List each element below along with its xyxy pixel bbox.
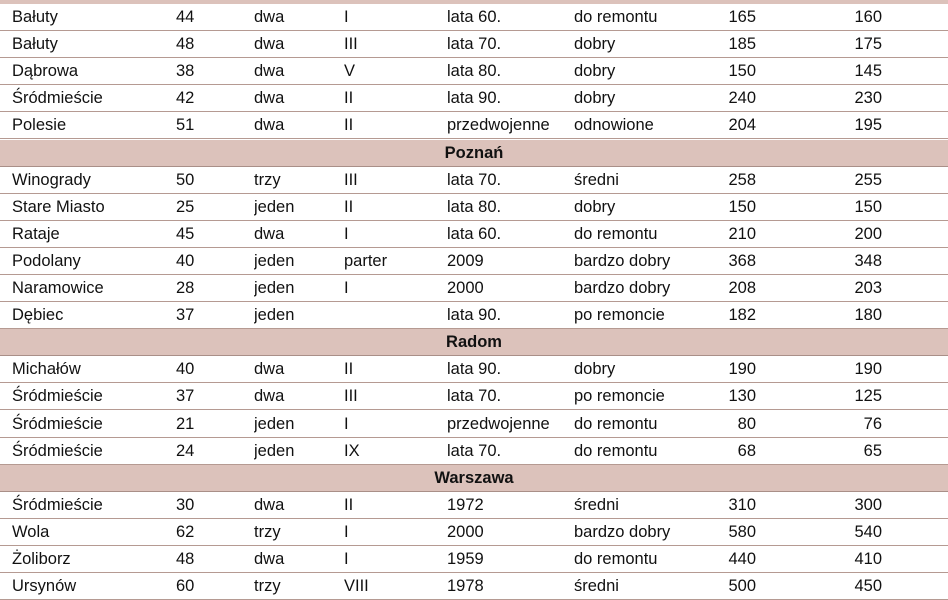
floor-cell: II (344, 495, 354, 514)
final-price-cell: 175 (854, 35, 882, 54)
area-cell: 50 (176, 170, 195, 189)
floor-cell: I (344, 8, 349, 26)
condition-cell: dobry (574, 89, 616, 108)
build-year-cell: lata 70. (447, 170, 502, 189)
area-cell: 40 (176, 360, 195, 379)
area-cell: 40 (176, 251, 195, 270)
floor-cell (344, 302, 434, 328)
asking-price-cell: 368 (728, 251, 756, 270)
build-year-cell: lata 60. (447, 8, 502, 26)
table-row (0, 167, 948, 194)
district-cell: Bałuty (12, 35, 58, 54)
final-price-cell: 145 (854, 62, 882, 81)
floor-cell: VIII (344, 577, 369, 596)
final-price-cell: 255 (854, 170, 882, 189)
condition-cell: dobry (574, 360, 616, 379)
district-cell: Żoliborz (12, 550, 71, 568)
floor-cell: II (344, 197, 354, 216)
table-row (0, 221, 948, 248)
build-year-cell: 2009 (447, 251, 484, 270)
table-row (0, 356, 948, 383)
area-cell: 48 (176, 550, 195, 568)
condition-cell: średni (574, 577, 619, 596)
district-cell: Śródmieście (12, 89, 103, 108)
asking-price-cell: 310 (728, 495, 756, 514)
table-row (0, 4, 948, 31)
condition-cell: po remoncie (574, 387, 665, 406)
asking-price-cell: 580 (728, 522, 756, 541)
final-price-cell: 125 (854, 387, 882, 406)
city-section-header (0, 329, 948, 356)
asking-price-cell: 68 (737, 441, 756, 460)
condition-cell: bardzo dobry (574, 251, 671, 270)
area-cell: 30 (176, 495, 195, 514)
floor-cell: IX (344, 441, 360, 460)
floor-cell: I (344, 279, 349, 297)
city-section-header (0, 465, 948, 492)
rooms-cell: trzy (254, 522, 281, 541)
rooms-cell: jeden (254, 414, 295, 433)
district-cell: Stare Miasto (12, 197, 105, 216)
rooms-cell: dwa (254, 550, 285, 568)
build-year-cell: 1978 (447, 577, 484, 596)
floor-cell: III (344, 387, 358, 406)
final-price-cell: 195 (854, 116, 882, 135)
final-price-cell: 450 (854, 577, 882, 596)
area-cell: 38 (176, 62, 195, 81)
rooms-cell: jeden (254, 441, 295, 460)
build-year-cell: 1972 (447, 495, 484, 514)
build-year-cell: 1959 (447, 550, 484, 568)
final-price-cell: 190 (854, 360, 882, 379)
condition-cell: dobry (574, 35, 616, 54)
table-row (0, 411, 948, 438)
rooms-cell: dwa (254, 89, 285, 108)
floor-cell: II (344, 116, 354, 135)
rooms-cell: dwa (254, 116, 285, 135)
city-name: Poznań (444, 143, 504, 162)
asking-price-cell: 80 (737, 414, 756, 433)
asking-price-cell: 130 (728, 387, 756, 406)
area-cell: 60 (176, 577, 195, 596)
condition-cell: bardzo dobry (574, 279, 671, 297)
asking-price-cell: 165 (728, 8, 756, 26)
district-cell: Śródmieście (12, 441, 103, 460)
rooms-cell: jeden (254, 306, 295, 325)
condition-cell: odnowione (574, 116, 654, 135)
district-cell: Dębiec (12, 306, 64, 325)
condition-cell: po remoncie (574, 306, 665, 325)
condition-cell: dobry (574, 197, 616, 216)
asking-price-cell: 210 (728, 224, 756, 243)
asking-price-cell: 208 (728, 279, 756, 297)
rooms-cell: jeden (254, 251, 295, 270)
table-row (0, 546, 948, 573)
district-cell: Dąbrowa (12, 62, 79, 81)
asking-price-cell: 240 (728, 89, 756, 108)
condition-cell: dobry (574, 62, 616, 81)
area-cell: 37 (176, 306, 195, 325)
area-cell: 62 (176, 522, 195, 541)
city-section-header (0, 140, 948, 167)
table-row (0, 438, 948, 465)
table-row (0, 302, 948, 329)
area-cell: 37 (176, 387, 195, 406)
final-price-cell: 540 (854, 522, 882, 541)
district-cell: Śródmieście (12, 414, 103, 433)
rooms-cell: dwa (254, 387, 285, 406)
build-year-cell: lata 90. (447, 360, 502, 379)
district-cell: Rataje (12, 224, 60, 243)
final-price-cell: 160 (854, 8, 882, 26)
condition-cell: do remontu (574, 8, 658, 26)
final-price-cell: 200 (854, 224, 882, 243)
district-cell: Michałów (12, 360, 81, 379)
table-row (0, 519, 948, 546)
final-price-cell: 76 (863, 414, 882, 433)
asking-price-cell: 204 (728, 116, 756, 135)
city-name: Warszawa (434, 468, 514, 487)
condition-cell: bardzo dobry (574, 522, 671, 541)
build-year-cell: lata 90. (447, 89, 502, 108)
district-cell: Winogrady (12, 170, 91, 189)
asking-price-cell: 440 (728, 550, 756, 568)
asking-price-cell: 150 (728, 62, 756, 81)
city-name: Radom (446, 333, 502, 352)
asking-price-cell: 500 (728, 577, 756, 596)
district-cell: Ursynów (12, 577, 77, 596)
floor-cell: I (344, 414, 349, 433)
floor-cell: I (344, 522, 349, 541)
table-row (0, 383, 948, 410)
final-price-cell: 410 (854, 550, 882, 568)
table-row (0, 85, 948, 112)
district-cell: Wola (12, 522, 50, 541)
final-price-cell: 230 (854, 89, 882, 108)
rooms-cell: dwa (254, 8, 285, 26)
floor-cell: I (344, 224, 349, 243)
build-year-cell: lata 90. (447, 306, 502, 325)
table-row (0, 573, 948, 600)
build-year-cell: lata 80. (447, 62, 502, 81)
table-row (0, 194, 948, 221)
asking-price-cell: 190 (728, 360, 756, 379)
floor-cell: II (344, 360, 354, 379)
area-cell: 51 (176, 116, 195, 135)
asking-price-cell: 182 (728, 306, 756, 325)
floor-cell: V (344, 62, 356, 81)
area-cell: 28 (176, 279, 195, 297)
floor-cell: III (344, 35, 358, 54)
table-row (0, 58, 948, 85)
final-price-cell: 348 (854, 251, 882, 270)
area-cell: 24 (176, 441, 195, 460)
table-row (0, 275, 948, 302)
final-price-cell: 203 (854, 279, 882, 297)
build-year-cell: 2000 (447, 522, 484, 541)
final-price-cell: 150 (854, 197, 882, 216)
district-cell: Naramowice (12, 279, 104, 297)
rooms-cell: dwa (254, 224, 285, 243)
build-year-cell: lata 80. (447, 197, 502, 216)
rooms-cell: dwa (254, 495, 285, 514)
rooms-cell: dwa (254, 360, 285, 379)
table-row (0, 492, 948, 519)
condition-cell: średni (574, 495, 619, 514)
condition-cell: do remontu (574, 550, 658, 568)
district-cell: Polesie (12, 116, 67, 135)
build-year-cell: lata 60. (447, 224, 502, 243)
rooms-cell: trzy (254, 577, 281, 596)
rooms-cell: trzy (254, 170, 281, 189)
floor-cell: II (344, 89, 354, 108)
area-cell: 25 (176, 197, 195, 216)
condition-cell: średni (574, 170, 619, 189)
area-cell: 48 (176, 35, 195, 54)
area-cell: 44 (176, 8, 195, 26)
condition-cell: do remontu (574, 441, 658, 460)
table-row (0, 248, 948, 275)
build-year-cell: lata 70. (447, 387, 502, 406)
final-price-cell: 65 (863, 441, 882, 460)
build-year-cell: lata 70. (447, 35, 502, 54)
area-cell: 45 (176, 224, 195, 243)
condition-cell: do remontu (574, 224, 658, 243)
rooms-cell: dwa (254, 35, 285, 54)
asking-price-cell: 258 (728, 170, 756, 189)
rooms-cell: jeden (254, 197, 295, 216)
final-price-cell: 180 (854, 306, 882, 325)
floor-cell: parter (344, 251, 388, 270)
asking-price-cell: 150 (728, 197, 756, 216)
rooms-cell: dwa (254, 62, 285, 81)
table-row (0, 31, 948, 58)
area-cell: 21 (176, 414, 195, 433)
floor-cell: I (344, 550, 349, 568)
district-cell: Bałuty (12, 8, 58, 26)
build-year-cell: lata 70. (447, 441, 502, 460)
build-year-cell: przedwojenne (447, 414, 550, 433)
table-row (0, 112, 948, 139)
build-year-cell: przedwojenne (447, 116, 550, 135)
district-cell: Śródmieście (12, 387, 103, 406)
rooms-cell: jeden (254, 279, 295, 297)
floor-cell: III (344, 170, 358, 189)
area-cell: 42 (176, 89, 195, 108)
district-cell: Śródmieście (12, 495, 103, 514)
district-cell: Podolany (12, 251, 81, 270)
final-price-cell: 300 (854, 495, 882, 514)
asking-price-cell: 185 (728, 35, 756, 54)
condition-cell: do remontu (574, 414, 658, 433)
build-year-cell: 2000 (447, 279, 484, 297)
